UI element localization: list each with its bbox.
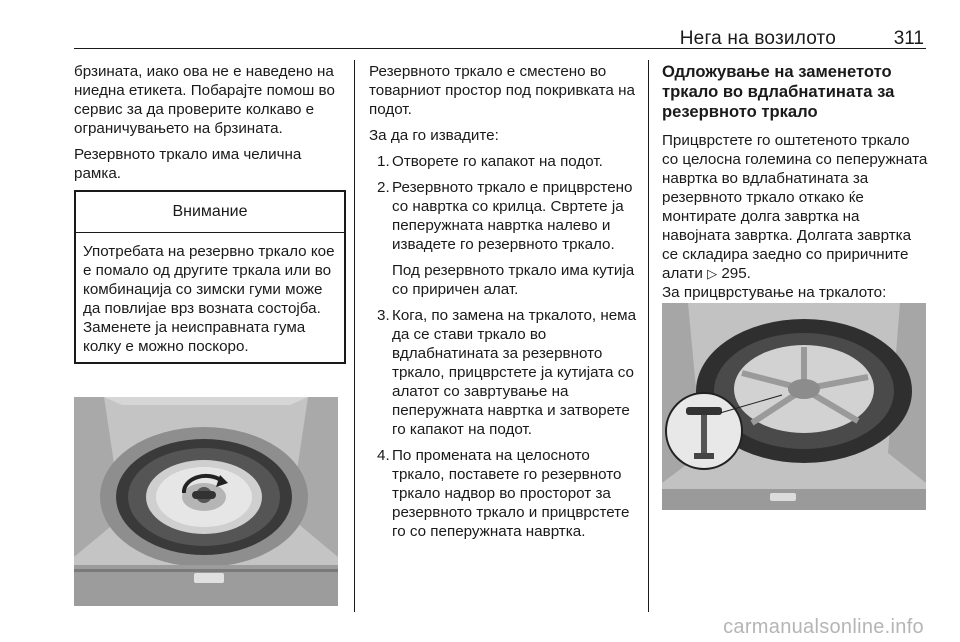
- paragraph: Резервното тркало е сместено во товарниот простор под покривката на подот.: [369, 63, 635, 118]
- column-middle: [369, 62, 637, 548]
- step-number: 4.: [377, 447, 390, 464]
- column-divider: [648, 60, 649, 612]
- page-header: [74, 24, 926, 49]
- steps-list: [369, 152, 637, 541]
- step-number: 1.: [377, 153, 390, 170]
- column-right: [662, 62, 928, 309]
- paragraph-text: За прицврстување на тркалото:: [662, 284, 887, 301]
- page-number: 311: [893, 28, 924, 49]
- notice-body: Употребата на резервно тркало кое е помало од другите тркала или во комбинација со зимски гуми може да повлијае врз возната состојба. Заменете ја неисправната гума колку е можно поскоро.: [83, 243, 335, 355]
- paragraph: За да го извадите:: [369, 127, 499, 144]
- paragraph: Резервното тркало има челична рамка.: [74, 146, 302, 182]
- page-reference-icon: ▷: [707, 266, 718, 281]
- step-text: По промената на целосното тркало, поставете го резервното тркало надвор во просторот за резервното тркало и прицврстете го со пеперужната навртка.: [392, 447, 630, 540]
- wheel-storage-illustration: [662, 303, 926, 510]
- paragraph: брзината, иако ова не е наведено на ниедна етикета. Побарајте помош во сервис за да проверите колкаво е ограничувањето на брзината.: [74, 63, 335, 137]
- spare-wheel-illustration: [74, 397, 338, 606]
- step-text: Резервното тркало е прицврстено со навртка со крилца. Свртете ја пеперужната навртка налево и извадете го резервното тркало.: [392, 179, 633, 253]
- paragraph-text: Прицврстете го оштетеното тркало со целосна големина со пеперужната навртка во вдлабнатината за резервното тркало откако ќе монтирате долга завртка на навојната завртка. Долгата завртка се складира заедно со приричните алати: [662, 132, 928, 282]
- list-item: [369, 306, 637, 439]
- notice-title: Внимание: [76, 192, 344, 233]
- watermark: carmanualsonline.info: [723, 616, 924, 638]
- list-item: [369, 446, 637, 541]
- paragraph: [662, 131, 928, 302]
- header-title: Нега на возилото: [679, 28, 836, 49]
- step-text: Отворете го капакот на подот.: [392, 153, 603, 170]
- page-reference: 295.: [717, 265, 751, 282]
- section-heading: Одложување на заменетото тркало во вдлабнатината за резервното тркало: [662, 62, 895, 121]
- column-left: [74, 62, 346, 364]
- step-note: Под резервното тркало има кутија со приричен алат.: [392, 262, 635, 298]
- list-item: [369, 178, 637, 299]
- column-divider: [354, 60, 355, 612]
- step-text: Кога, по замена на тркалото, нема да се стави тркало во вдлабнатината за резервното тркало, прицврстете ја кутијата со алатот со завртување на пеперужната навртка и затворете го капакот на подот.: [392, 307, 637, 438]
- notice-box: [74, 190, 346, 364]
- step-number: 3.: [377, 307, 390, 324]
- list-item: [369, 152, 637, 171]
- step-number: 2.: [377, 179, 390, 196]
